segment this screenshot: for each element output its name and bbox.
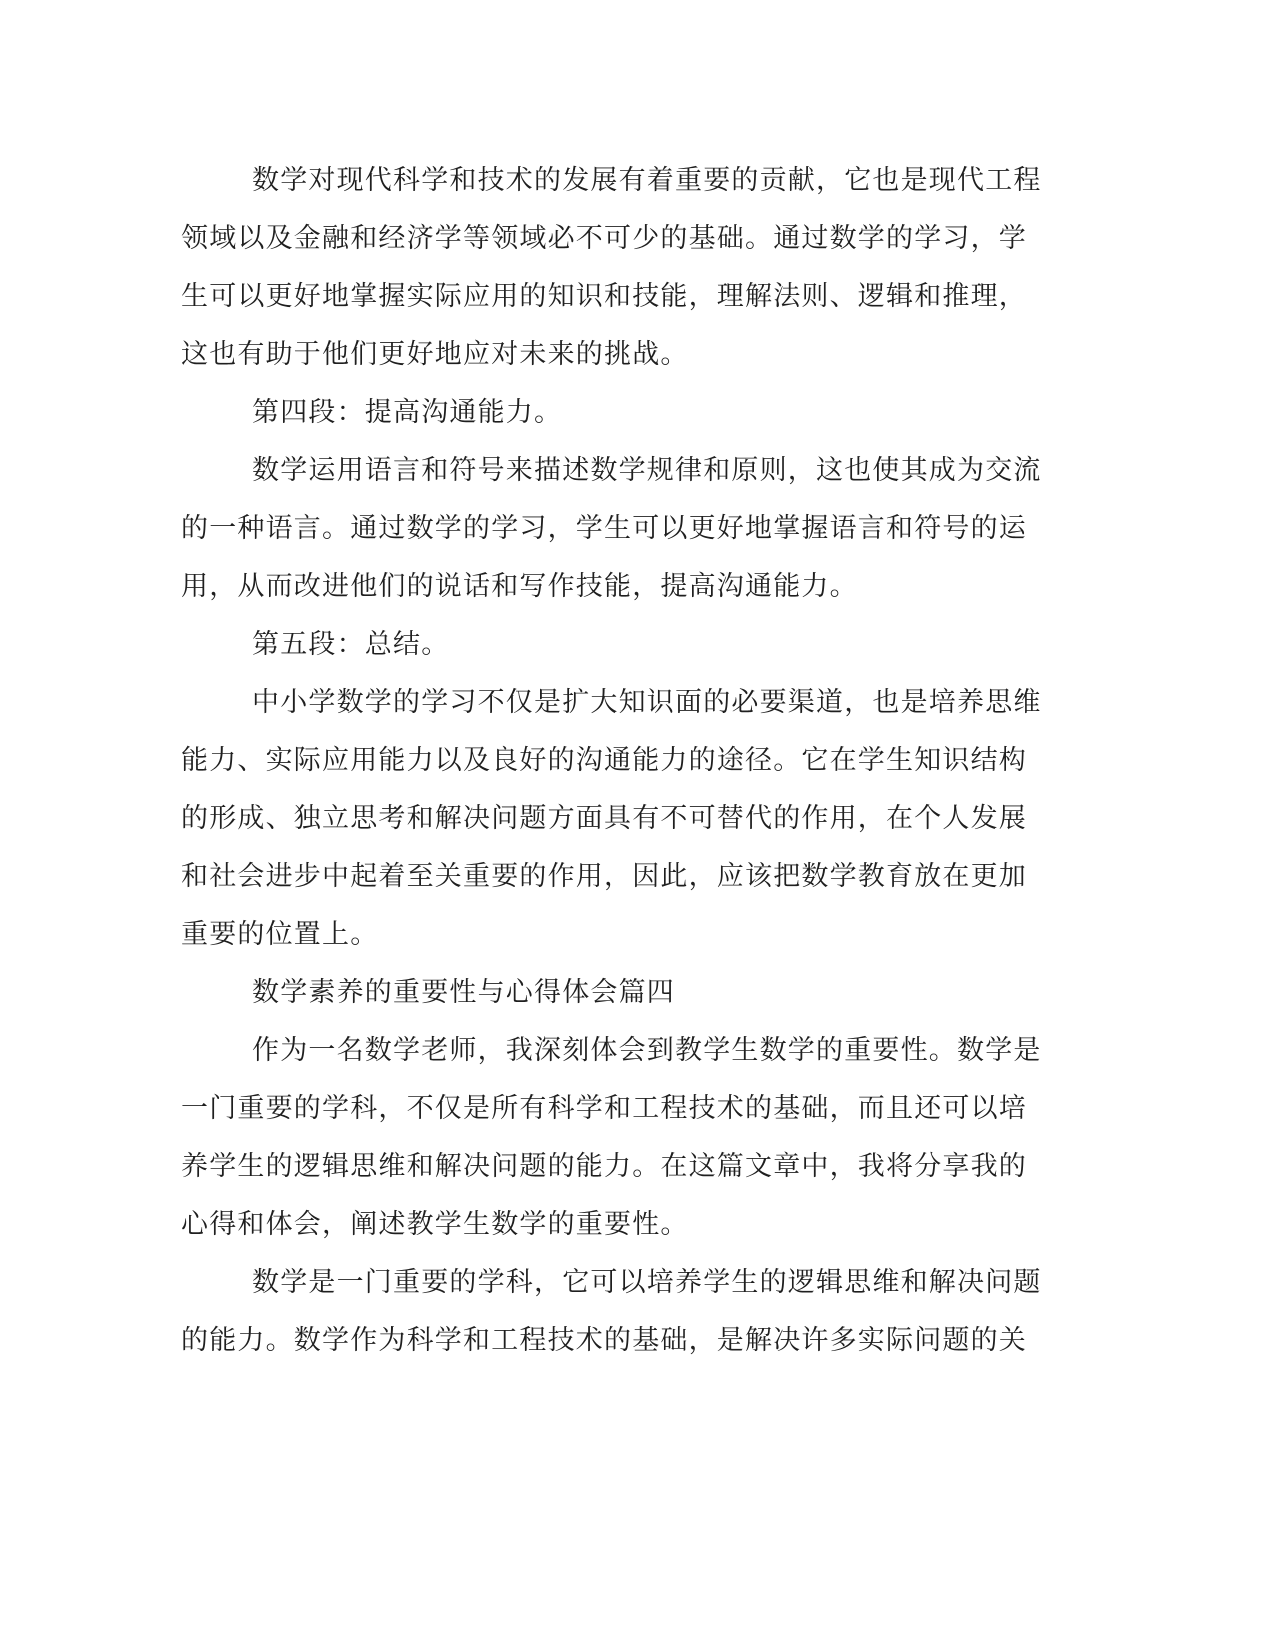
paragraph-line: 的一种语言。通过数学的学习，学生可以更好地掌握语言和符号的运 (181, 513, 1027, 544)
section-heading: 第四段：提高沟通能力。 (252, 397, 563, 428)
paragraph-line: 数学对现代科学和技术的发展有着重要的贡献，它也是现代工程 (252, 165, 1042, 196)
paragraph-line: 和社会进步中起着至关重要的作用，因此，应该把数学教育放在更加 (181, 861, 1027, 892)
paragraph-line: 一门重要的学科，不仅是所有科学和工程技术的基础，而且还可以培 (181, 1093, 1027, 1124)
paragraph-line: 数学是一门重要的学科，它可以培养学生的逻辑思维和解决问题 (252, 1267, 1042, 1298)
paragraph-line: 作为一名数学老师，我深刻体会到教学生数学的重要性。数学是 (252, 1035, 1042, 1066)
paragraph-line: 的能力。数学作为科学和工程技术的基础，是解决许多实际问题的关 (181, 1325, 1027, 1356)
paragraph-line: 用，从而改进他们的说话和写作技能，提高沟通能力。 (181, 571, 858, 602)
paragraph-line: 中小学数学的学习不仅是扩大知识面的必要渠道，也是培养思维 (252, 687, 1042, 718)
paragraph-line: 生可以更好地掌握实际应用的知识和技能，理解法则、逻辑和推理， (181, 281, 1027, 312)
article-title: 数学素养的重要性与心得体会篇四 (252, 977, 675, 1008)
paragraph-line: 数学运用语言和符号来描述数学规律和原则，这也使其成为交流 (252, 455, 1042, 486)
paragraph-line: 养学生的逻辑思维和解决问题的能力。在这篇文章中，我将分享我的 (181, 1151, 1027, 1182)
paragraph-line: 重要的位置上。 (181, 919, 379, 950)
paragraph-line: 能力、实际应用能力以及良好的沟通能力的途径。它在学生知识结构 (181, 745, 1027, 776)
paragraph-line: 这也有助于他们更好地应对未来的挑战。 (181, 339, 689, 370)
section-heading: 第五段：总结。 (252, 629, 450, 660)
paragraph-line: 心得和体会，阐述教学生数学的重要性。 (181, 1209, 689, 1240)
paragraph-line: 的形成、独立思考和解决问题方面具有不可替代的作用，在个人发展 (181, 803, 1027, 834)
paragraph-line: 领域以及金融和经济学等领域必不可少的基础。通过数学的学习，学 (181, 223, 1027, 254)
